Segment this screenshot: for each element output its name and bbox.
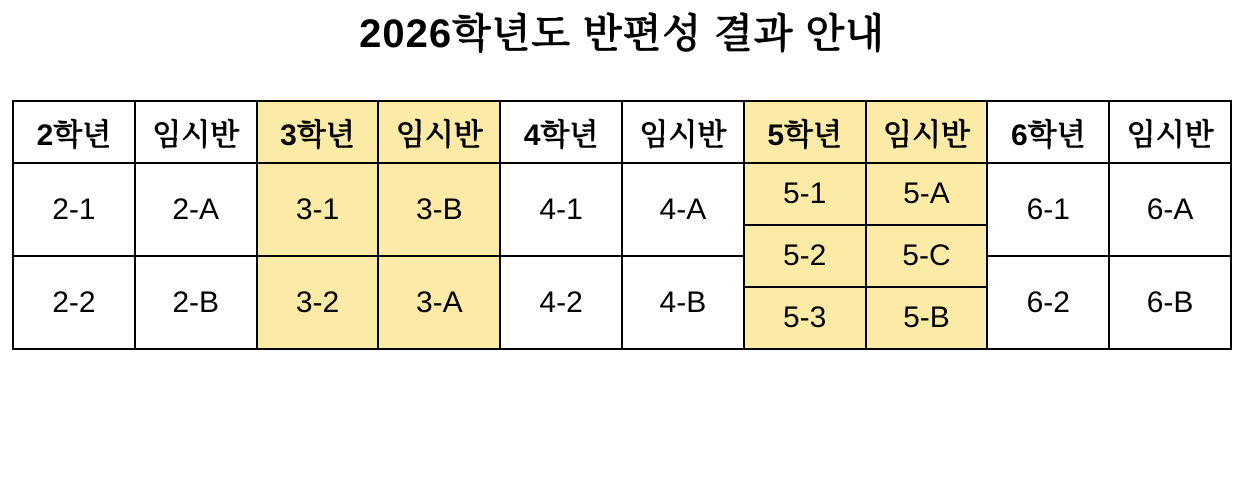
header-grade4-temp: 임시반: [622, 101, 744, 163]
cell-grade5-class1: 5-1: [745, 164, 865, 224]
header-grade6-temp: 임시반: [1109, 101, 1231, 163]
cell-grade5-temp3: 5-B: [867, 286, 987, 348]
cell-grade5-class2: 5-2: [745, 224, 865, 286]
cell-grade3-class2: 3-2: [257, 256, 379, 349]
header-grade4: 4학년: [500, 101, 622, 163]
page-title: 2026학년도 반편성 결과 안내: [359, 12, 885, 56]
table-row: [13, 163, 1231, 256]
header-grade5: 5학년: [744, 101, 866, 163]
header-grade2-temp: 임시반: [135, 101, 257, 163]
cell-grade4-class1: 4-1: [500, 163, 622, 256]
cell-grade4-temp2: 4-B: [622, 256, 744, 349]
cell-grade4-temp1: 4-A: [622, 163, 744, 256]
class-assignment-table-container: [12, 100, 1232, 350]
header-grade3: 3학년: [257, 101, 379, 163]
cell-grade5-temps: [866, 163, 988, 349]
cell-grade2-class1: 2-1: [13, 163, 135, 256]
header-grade6: 6학년: [987, 101, 1109, 163]
table-header-row: [13, 101, 1231, 163]
header-grade2: 2학년: [13, 101, 135, 163]
cell-grade5-class3: 5-3: [745, 286, 865, 348]
header-grade5-temp: 임시반: [866, 101, 988, 163]
cell-grade2-temp2: 2-B: [135, 256, 257, 349]
class-assignment-table: [12, 100, 1232, 350]
header-grade3-temp: 임시반: [378, 101, 500, 163]
cell-grade6-class2: 6-2: [987, 256, 1109, 349]
cell-grade2-class2: 2-2: [13, 256, 135, 349]
cell-grade3-class1: 3-1: [257, 163, 379, 256]
cell-grade3-temp1: 3-B: [378, 163, 500, 256]
cell-grade6-temp1: 6-A: [1109, 163, 1231, 256]
cell-grade4-class2: 4-2: [500, 256, 622, 349]
cell-grade2-temp1: 2-A: [135, 163, 257, 256]
cell-grade5-temp1: 5-A: [867, 164, 987, 224]
cell-grade6-class1: 6-1: [987, 163, 1109, 256]
cell-grade3-temp2: 3-A: [378, 256, 500, 349]
cell-grade6-temp2: 6-B: [1109, 256, 1231, 349]
table-row: [13, 256, 1231, 349]
cell-grade5-temp2: 5-C: [867, 224, 987, 286]
cell-grade5-classes: [744, 163, 866, 349]
